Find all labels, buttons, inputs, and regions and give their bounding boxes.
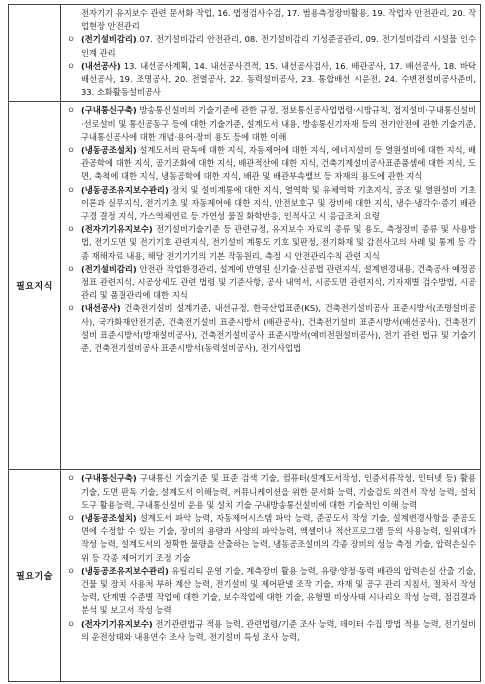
- item-text: 유틸리티 운영 기술, 계측장비 활용 능력, 유량·양정·동력 배관의 압력손실 산출 기술, 건물 및 장치 사용처 부하 계산 능력, 전기설비 및 제어판넬 조작 기술, 자재 및 공구 관리 지침서, 절차서 작성 능력, 단계별 수준별 작업에 대한 기술, 보수작업에 대한 기술, 유형별 비상사태 시나리오 작성 능력, 점검결과 분석 및 보고서 작성 능력: [81, 565, 476, 616]
- list-item: [67, 144, 476, 184]
- list-item: [67, 184, 476, 224]
- list-item: [67, 302, 476, 355]
- bullet-icon: ㅇ: [67, 60, 76, 71]
- list-item: [67, 60, 476, 100]
- item-heading: (전자기기유지보수): [81, 618, 153, 629]
- item-heading: (구내통신구축): [81, 473, 137, 484]
- list-item: [67, 104, 476, 144]
- section-cell: [61, 470, 481, 682]
- item-heading: (냉동공조설치): [81, 145, 137, 156]
- competency-table: [8, 4, 481, 682]
- item-heading: (내선공사): [81, 60, 121, 71]
- item-heading: (구내통신구축): [81, 105, 137, 116]
- item-text: 안전관 작업환경관리, 설계에 반영된 신기술·신공법 관련지식, 설계변경내용, 건축공사 예정공정표 관련지식, 시공상세도 관련 법령 및 기준사항, 공사 내역서, 시공도면 관련지식, 기자재별 검수방법, 시공관리 및 품질관리에 대한 지식: [81, 263, 476, 301]
- bullet-icon: ㅇ: [67, 303, 76, 314]
- item-text: 13. 내선공사계획, 14. 내선공사견적, 15. 내선공사검사, 16. 배관공사, 17. 배선공사, 18. 바닥배선공사, 19. 조명공사, 20. 전열공사, 22. 동력설비공사, 23. 통합배선 시운전, 24. 수변전설비공사준비, 33. 소화활동설비공사: [81, 60, 476, 98]
- item-text: 구내통신 기술기준 및 표준 검색 기술, 컴퓨터(설계도서작성, 인증서류작성, 인터넷 등) 활용기술, 도면 판독 기술, 설계도서 이해능력, 커뮤니케이션을 위한 문서화 능력, 기술검토 의견서 작성 능력, 설치도구 활용능력, 구내통신설비 운용 및 설치 기술 구내방송통신설비에 대한 기술적인 이해 능력: [81, 473, 476, 510]
- list-item: [67, 33, 476, 59]
- bullet-icon: ㅇ: [67, 145, 76, 156]
- item-text: 장치 및 설비계통에 대한 지식, 열역학 및 유체역학 기초지식, 공조 및 열원설비 기초 이론과 실무지식, 전기기초 및 자동제어에 대한 지식, 안전보호구 및 장비에 대한 지식, 냉수·냉각수·증기 배관구경 결정 지식, 가스역체연료 등 가연성 물질 화학반응, 인적사고 시 응급조치 요령: [81, 184, 476, 222]
- item-text: 07. 전기설비감리 안전관리, 08. 전기설비감리 기성준공관리, 09. 전기설비감리 시설물 인수인계 관리: [81, 34, 476, 58]
- item-heading: (전기설비감리): [81, 34, 137, 45]
- item-heading: (냉동공조유지보수관리): [81, 565, 169, 576]
- list-item: [67, 223, 476, 263]
- row-label-empty: [9, 5, 61, 102]
- bullet-icon: ㅇ: [67, 565, 76, 576]
- bullet-icon: ㅇ: [67, 513, 76, 524]
- item-heading: (냉동공조유지보수관리): [81, 184, 169, 195]
- list-item: [67, 263, 476, 303]
- item-heading: (전기설비감리): [81, 263, 137, 274]
- continued-text: 전자기기 유지보수 관련 문서화 작업, 16. 법정검사수검, 17. 범용측정장비활용, 19. 작업자 안전관리, 20. 작업현장 안전관리: [81, 8, 476, 32]
- bullet-icon: ㅇ: [67, 473, 76, 484]
- item-heading: (냉동공조설치): [81, 513, 137, 524]
- item-heading: (전자기기유지보수): [81, 224, 153, 235]
- table-row: [9, 102, 481, 470]
- list-item: [67, 565, 476, 618]
- bullet-icon: ㅇ: [67, 263, 76, 274]
- item-text: 설계도서 파악 능력, 자동제어시스템 파악 능력, 준공도서 작성 기술, 설계변경사항을 준공도면에 수정할 수 있는 기술, 장비의 용량과 사양의 파악능력, 엑셀이나 적산프로그램 등의 사용능력, 일위대가 작성 능력, 설계도서의 정확한 물량을 산출하는 능력, 냉동공조설비의 각종 장비의 성능 측정 기술, 압력손실수위 등 각종 제어기기 조정 기술: [81, 513, 476, 563]
- list-item: [67, 472, 476, 512]
- bullet-icon: ㅇ: [67, 618, 76, 629]
- bullet-icon: ㅇ: [67, 224, 76, 235]
- item-text: 건축전기설비 설계기준, 내선규정, 한국산업표준(KS), 건축전기설비공사 표준시방서(조명설비공사), 국가화재안전기준, 건축전기설비 표준시방서 (배관공사), 건축전기설비 표준시방서(배선공사), 건축전기설비 표준시방서(방재설비공사), 건축전기설비공사 표준시방서(예비전원설비공사), 전기 관련 법규 및 기술기준, 건축전기설비공사 표준시방서(동력설비공사), 전기사업법: [81, 303, 476, 354]
- bullet-icon: ㅇ: [67, 105, 76, 116]
- item-heading: (내선공사): [81, 303, 121, 314]
- row-label-knowledge: 필요지식: [9, 102, 61, 470]
- table-row: [9, 5, 481, 102]
- item-text: 설계도서의 판독에 대한 지식, 자동제어에 대한 지식, 에너지설비 등 열원설비에 대한 지식, 배관공학에 대한 지식, 공기조화에 대한 지식, 배관적산에 대한 지식, 건축기계설비공사표준품셈에 대한 지식, 도면, 축척에 대한 지식, 냉동공학에 대한 지식, 배관 및 배관부속밸브 등 자재의 용도에 관한 지식: [81, 145, 476, 182]
- bullet-icon: ㅇ: [67, 34, 76, 45]
- section-cell: [61, 102, 481, 470]
- list-item: [67, 618, 476, 644]
- item-text: 전기관련법규 적용 능력, 관련법령/기준 조사 능력, 데이터 수집 방법 적용 능력, 전기설비의 운전상태와 내용연수 조사 능력, 전기설비 특성 조사 능력,: [81, 618, 476, 642]
- item-text: 방송통신설비의 기술기준에 관한 규정, 정보통신공사업법령·시방규칙, 접지설비·구내통신설비·선로설비 및 통신공동구 등에 대한 기술기준, 설계도서 내용, 방송통신기자재 등의 전기안전에 관한 기술기준, 구내통신공사에 대한 개념·용어·장비 용도 등에 대한 이해: [81, 105, 476, 142]
- table-row: [9, 470, 481, 682]
- row-label-skills: 필요기술: [9, 470, 61, 682]
- item-text: 전기설비기술기준 등 관련규정, 유지보수 자료의 종류 및 용도, 측정장비 종류 및 사용방법, 전기도면 및 전기기호 관련지식, 전기설비 계통도 기호 및판정, 전기화재 및 감전사고의 사례 및 통계 등 각종 재해자료 내용, 해당 전기기기의 기본 작동원리, 측정 시 안전관리수칙 관련 지식: [81, 224, 476, 261]
- list-item: [67, 512, 476, 565]
- section-cell: [61, 5, 481, 102]
- bullet-icon: ㅇ: [67, 184, 76, 195]
